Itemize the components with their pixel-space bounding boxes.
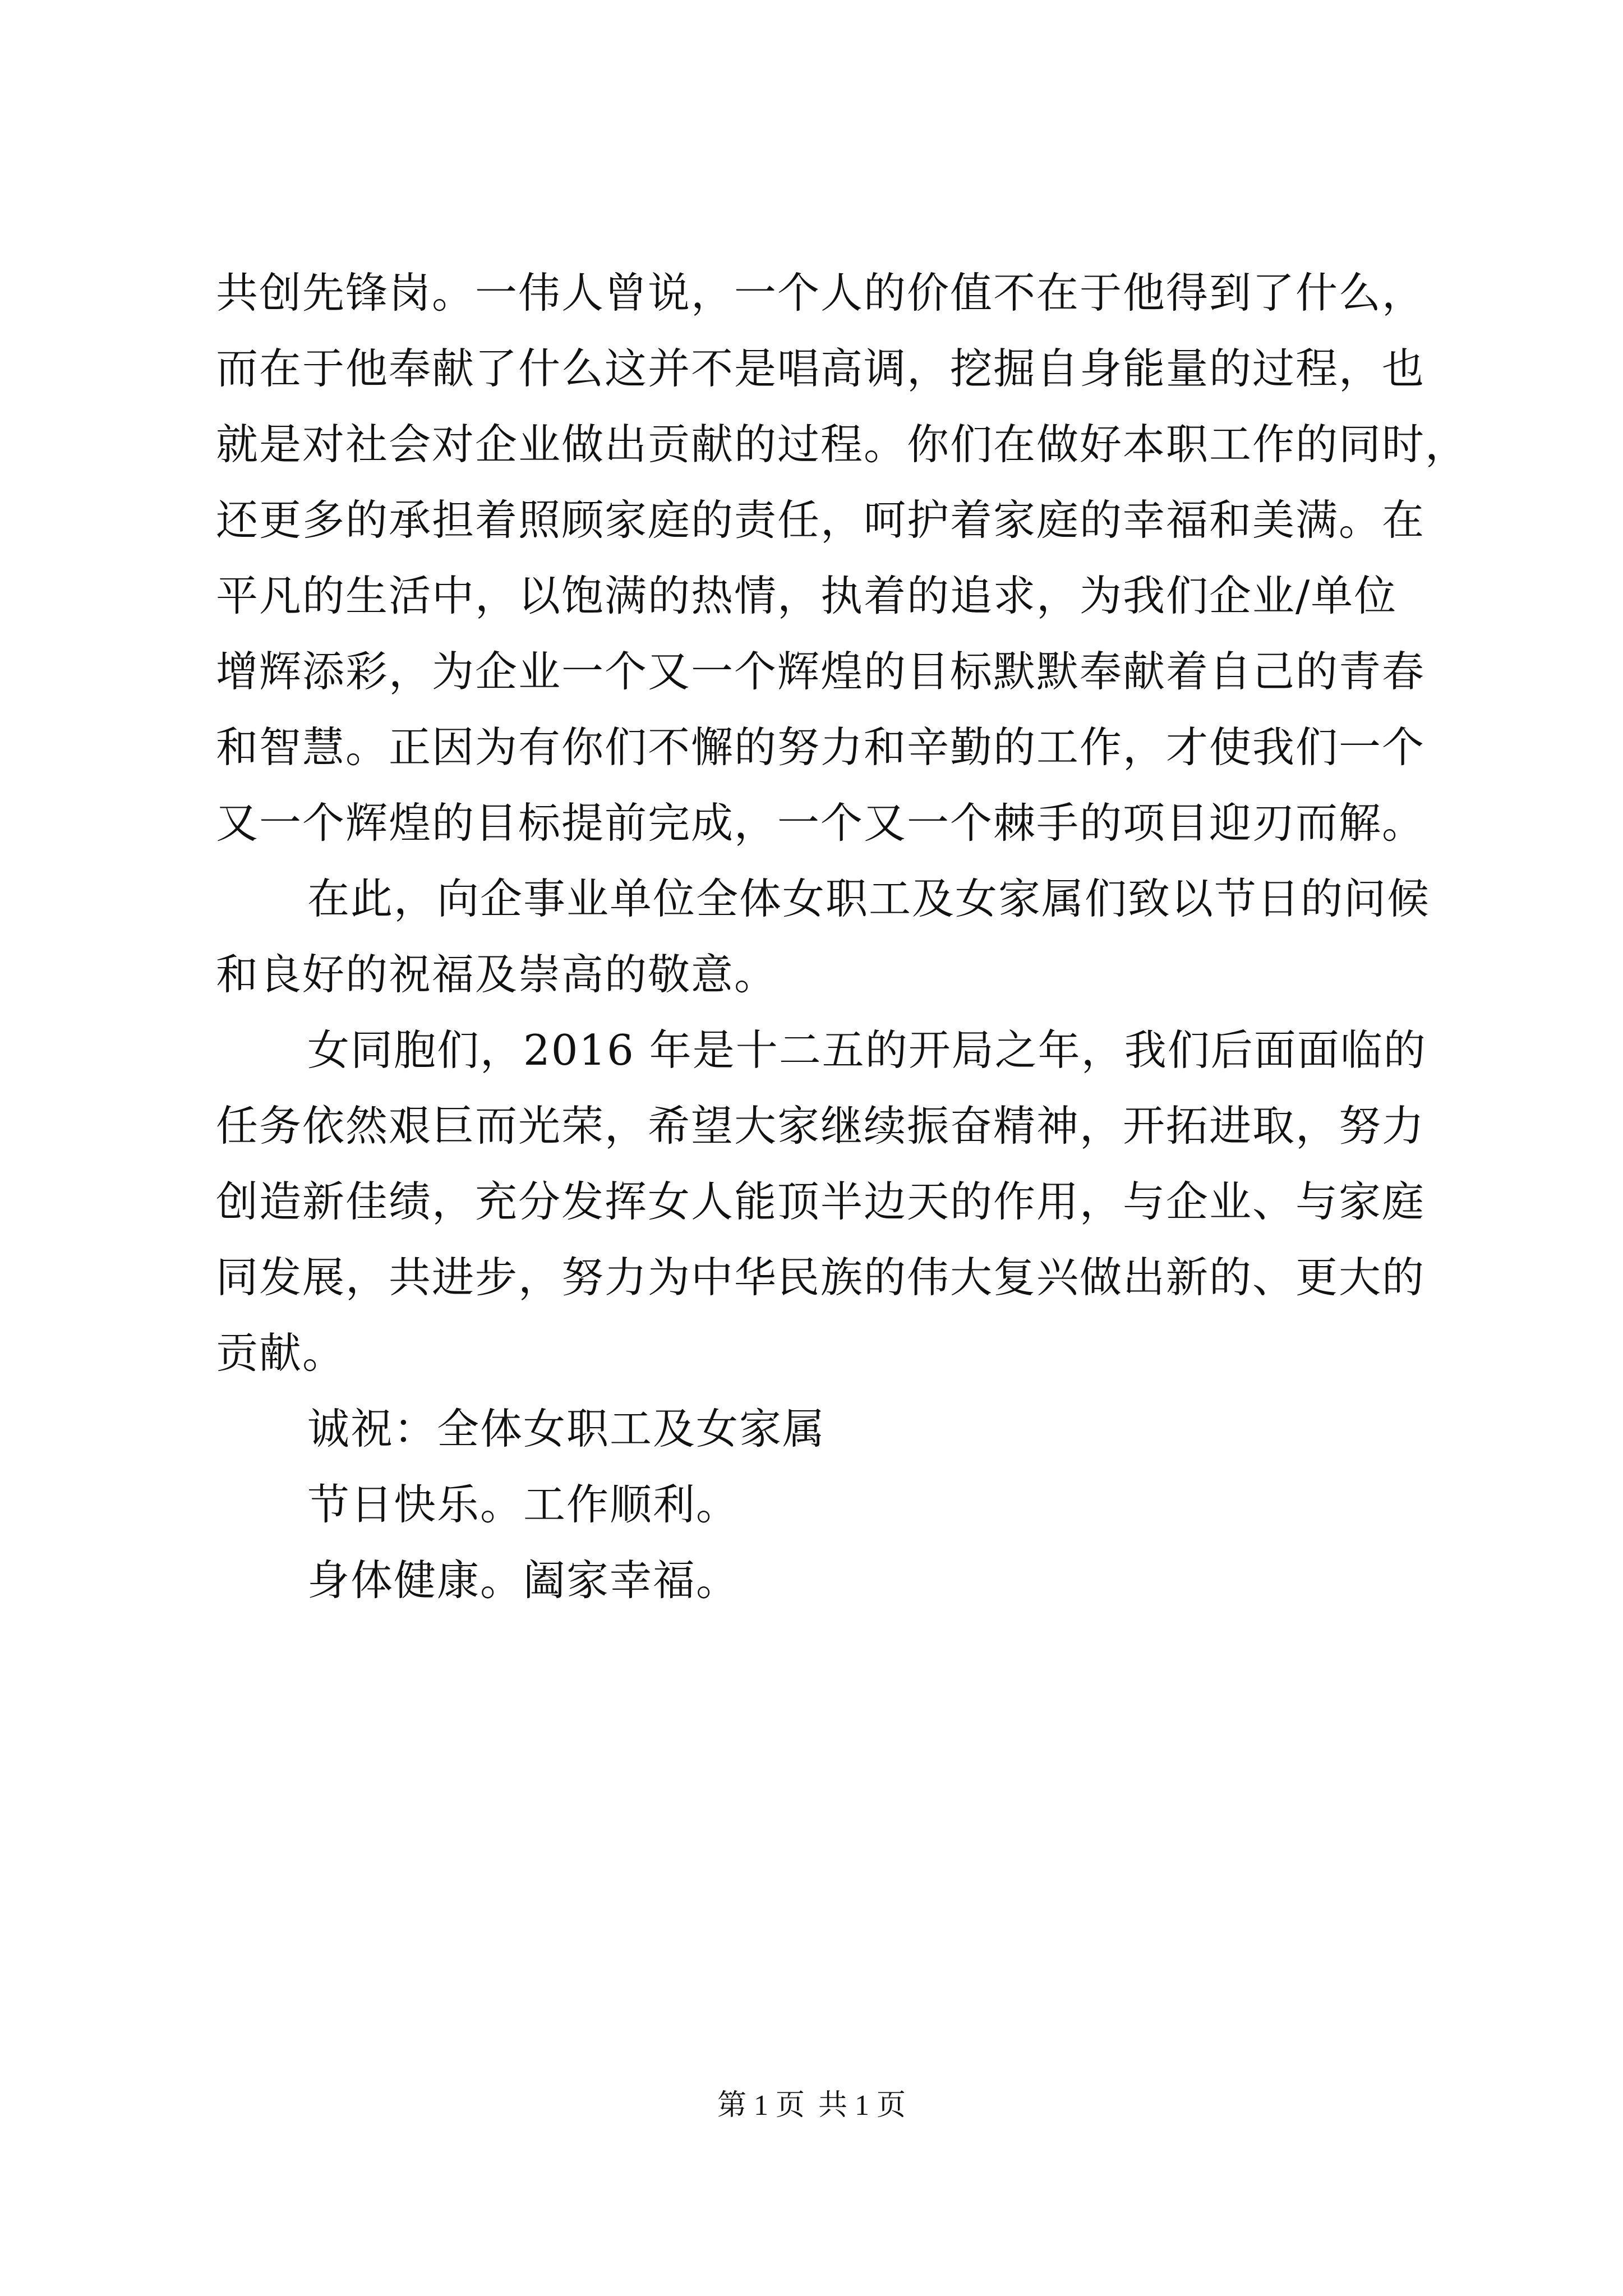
body-line-11: 女同胞们，2016 年是十二五的开局之年，我们后面面临的 [307,1025,1427,1075]
body-line-9: 在此，向企事业单位全体女职工及女家属们致以节日的问候 [307,874,1431,923]
body-line-8: 又一个辉煌的目标提前完成，一个又一个棘手的项目迎刃而解。 [216,798,1426,848]
body-line-1: 共创先锋岗。一伟人曾说，一个人的价值不在于他得到了什么， [216,268,1426,318]
page-total: 共 1 页 [818,2090,906,2122]
body-line-5: 平凡的生活中，以饱满的热情，执着的追求，为我们企业/单位 [216,571,1398,620]
body-line-15: 贡献。 [216,1328,346,1378]
body-line-10: 和良好的祝福及崇高的敬意。 [216,950,778,999]
body-line-12: 任务依然艰巨而光荣，希望大家继续振奋精神，开拓进取，努力 [216,1101,1426,1151]
body-line-14: 同发展，共进步，努力为中华民族的伟大复兴做出新的、更大的 [216,1253,1426,1302]
body-line-18: 身体健康。阖家幸福。 [307,1556,740,1605]
body-line-7: 和智慧。正因为有你们不懈的努力和辛勤的工作，才使我们一个 [216,723,1426,772]
body-line-4: 还更多的承担着照顾家庭的责任，呵护着家庭的幸福和美满。在 [216,495,1426,545]
body-line-3: 就是对社会对企业做出贡献的过程。你们在做好本职工作的同时， [216,420,1469,469]
body-line-17: 节日快乐。工作顺利。 [307,1480,740,1529]
body-line-6: 增辉添彩，为企业一个又一个辉煌的目标默默奉献着自己的青春 [216,647,1426,696]
page-footer [0,2091,1623,2120]
body-line-16: 诚祝：全体女职工及女家属 [307,1404,826,1453]
page-number: 第 1 页 [717,2090,805,2122]
body-line-13: 创造新佳绩，充分发挥女人能顶半边天的作用，与企业、与家庭 [216,1177,1426,1226]
body-line-2: 而在于他奉献了什么这并不是唱高调，挖掘自身能量的过程，也 [216,344,1426,393]
